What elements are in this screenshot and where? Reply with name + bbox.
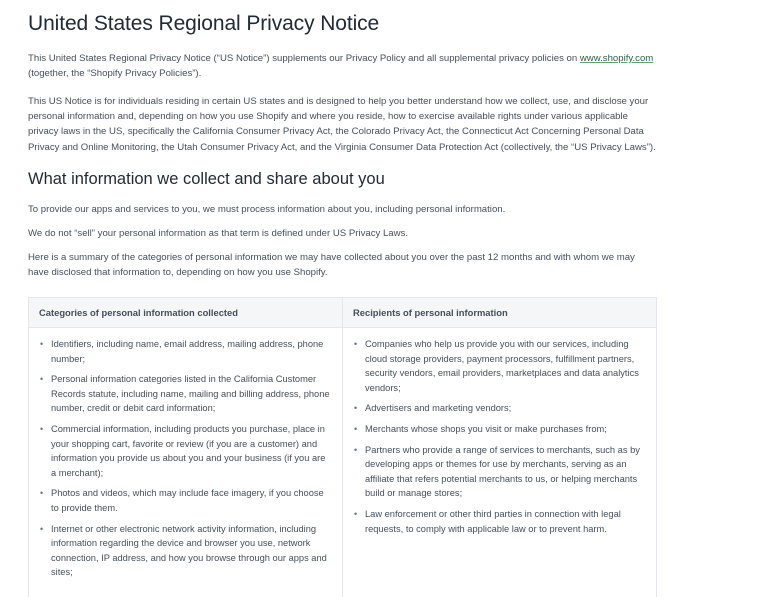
section-heading: What information we collect and share about you: [28, 170, 385, 188]
list-item: [39, 337, 332, 366]
section-paragraph-process: To provide our apps and services to you, we must process information about you, including personal information.: [28, 204, 506, 215]
list-item: [39, 372, 332, 416]
list-item-text: Identifiers, including name, email address, mailing address, phone number;: [51, 339, 324, 364]
list-item-text: Advertisers and marketing vendors;: [365, 403, 512, 414]
table-column-categories: [29, 298, 343, 597]
intro-paragraph: [28, 51, 658, 81]
list-item: [39, 422, 332, 480]
section-paragraph-summary: Here is a summary of the categories of personal information we may have collected about you over the past 12 months and with whom we may have disclosed that information to, depending on how you use Shopify.: [28, 252, 635, 279]
list-item-text: Partners who provide a range of services to merchants, such as by developing apps or themes for use by merchants, serving as an affiliate that refers potential merchants to us, or helping merchants build or manage stores;: [365, 444, 640, 499]
list-item: [39, 486, 332, 515]
list-item: [353, 507, 646, 536]
list-item-text: Merchants whose shops you visit or make purchases from;: [365, 423, 607, 434]
bullet-icon: •: [354, 403, 358, 414]
list-item: [353, 337, 646, 395]
list-item-text: Commercial information, including products you purchase, place in your shopping cart, favorite or review (if you are a customer) and information you provide us about you and your business (if you are a merchant);: [51, 423, 326, 478]
section-paragraph-no-sell: We do not “sell” your personal information as that term is defined under US Privacy Laws.: [28, 228, 409, 239]
list-item: [353, 443, 646, 501]
bullet-icon: •: [40, 339, 44, 349]
bullet-icon: •: [40, 423, 44, 434]
intro-text-before-link: This United States Regional Privacy Notice (“US Notice”) supplements our Privacy Policy and all supplemental privacy policies on: [28, 53, 580, 64]
bullet-icon: •: [354, 508, 358, 519]
bullet-icon: •: [40, 523, 44, 534]
list-item-text: Personal information categories listed in the California Customer Records statute, including name, mailing and billing address, phone number, credit or debit card information;: [51, 374, 330, 414]
bullet-icon: •: [354, 339, 358, 349]
list-item-text: Law enforcement or other third parties in connection with legal requests, to comply with applicable law or to prevent harm.: [365, 508, 621, 534]
list-item-text: Companies who help us provide you with our services, including cloud storage providers, payment processors, fulfillment partners, security vendors, email providers, marketplaces and data analytics vendors;: [365, 339, 639, 393]
list-item: [353, 401, 646, 416]
list-item-text: Internet or other electronic network activity information, including information regarding the device and browser you use, network connection, IP address, and how you browse through our apps and sites;: [51, 523, 327, 578]
table-header-categories: Categories of personal information collected: [29, 298, 342, 328]
table-column-recipients: [343, 298, 656, 597]
list-item: [353, 422, 646, 437]
bullet-icon: •: [40, 488, 44, 499]
recipients-list: [343, 328, 656, 536]
categories-list: [29, 328, 342, 580]
intro-text-after-link: (together, the “Shopify Privacy Policies”).: [28, 68, 202, 80]
scope-paragraph: This US Notice is for individuals residing in certain US states and is designed to help you better understand how we collect, use, and disclose your personal information and, depending on how you use Shopify and where you reside, how to exercise available rights under various applicable privacy laws in the US, specifically the California Consumer Privacy Act, the Colorado Privacy Act, the Connecticut Act Concerning Personal Data Privacy and Online Monitoring, the Utah Consumer Privacy Act, and the Virginia Consumer Data Protection Act (collectively, the “US Privacy Laws”).: [28, 96, 656, 153]
shopify-website-link[interactable]: www.shopify.com: [579, 53, 654, 64]
list-item-text: Photos and videos, which may include face imagery, if you choose to provide them.: [51, 488, 324, 513]
bullet-icon: •: [354, 423, 358, 434]
personal-info-table: [28, 297, 657, 597]
bullet-icon: •: [354, 444, 358, 455]
table-header-recipients: Recipients of personal information: [343, 298, 656, 328]
bullet-icon: •: [40, 374, 44, 385]
page-title: United States Regional Privacy Notice: [28, 12, 380, 35]
list-item: [39, 522, 332, 580]
